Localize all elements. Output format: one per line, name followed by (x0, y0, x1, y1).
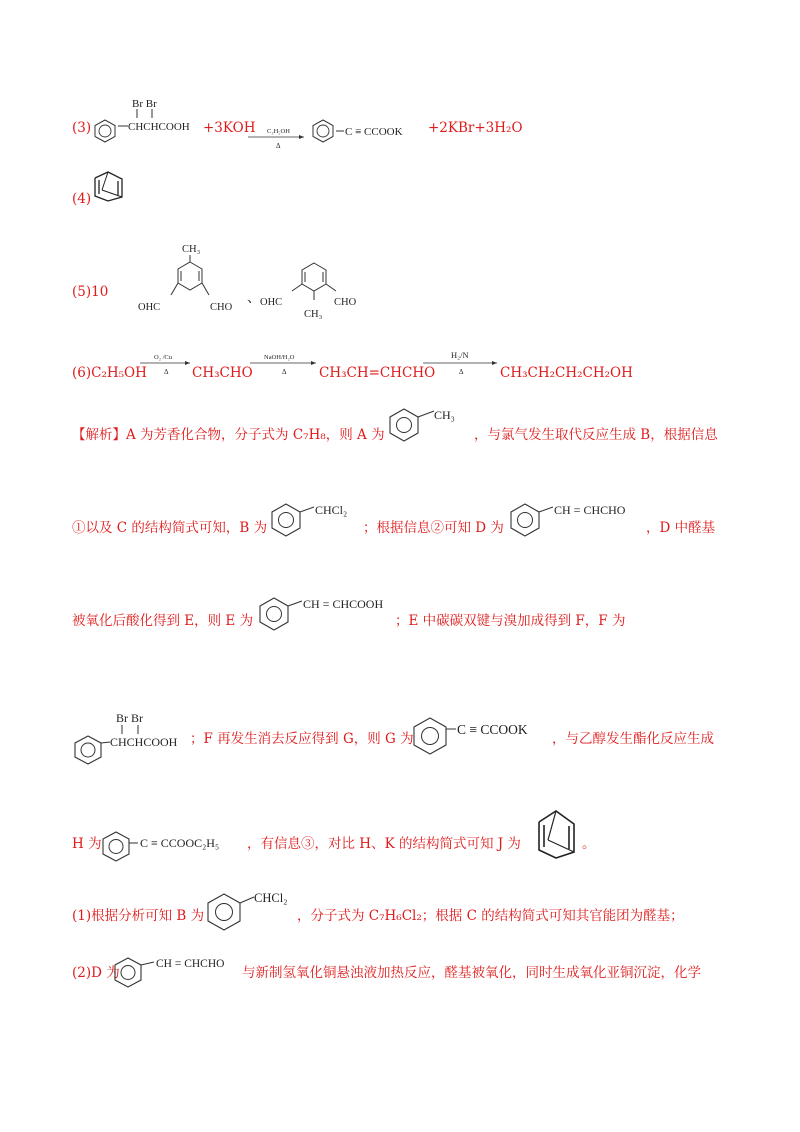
svg-text:Δ: Δ (164, 368, 169, 376)
analysis-line3-text-b: ；E 中碳碳双键与溴加成得到 F，F 为 (395, 613, 626, 629)
svg-text:Δ: Δ (459, 368, 464, 376)
item3-reactant-structure (118, 96, 208, 136)
item5-separator: 、 (247, 290, 261, 306)
svg-text:CH = CHCOOH: CH = CHCOOH (303, 597, 384, 611)
svg-text:CHCHCOOH: CHCHCOOH (110, 735, 178, 749)
svg-text:Δ: Δ (276, 142, 281, 150)
item4-number: (4) (72, 191, 92, 207)
analysis-line7-text-a: (2)D 为 (72, 965, 120, 981)
norbornadiene-structure-icon (90, 168, 132, 204)
g-structure (410, 712, 550, 752)
svg-text:CH₃: CH₃ (182, 244, 201, 255)
item6-arrow-1 (140, 352, 196, 378)
svg-text:C ≡ CCOOK: C ≡ CCOOK (457, 722, 528, 737)
analysis-line2-text-b: ；根据信息②可知 D 为 (363, 520, 504, 536)
h-structure (100, 828, 250, 862)
item6-arrow-2 (250, 352, 320, 378)
svg-text:C₂H₅OH: C₂H₅OH (267, 128, 290, 135)
svg-text:CHO: CHO (334, 297, 357, 308)
svg-text:Br Br: Br Br (116, 711, 143, 725)
item3-products-rest: +2KBr+3H₂O (428, 120, 523, 136)
svg-text:CHCl₂: CHCl₂ (315, 503, 348, 517)
svg-text:C ≡ CCOOC₂H₅: C ≡ CCOOC₂H₅ (140, 836, 220, 850)
item3-plus-koh: +3KOH (203, 120, 256, 136)
svg-text:CH = CHCHO: CH = CHCHO (554, 503, 626, 517)
svg-text:CH₃: CH₃ (434, 408, 455, 422)
analysis-line6-text-b: ，分子式为 C₇H₆Cl₂；根据 C 的结构简式可知其官能团为醛基； (297, 908, 684, 924)
svg-text:H₂/N: H₂/N (451, 350, 469, 360)
analysis-line1-text-b: ，与氯气发生取代反应生成 B，根据信息 (474, 427, 718, 443)
analysis-line5-text-b: ，有信息③，对比 H、K 的结构简式可知 J 为 (247, 836, 521, 852)
d-structure (507, 498, 657, 536)
item3-reactant-sub: Br Br (132, 98, 157, 110)
svg-text:CHCl₂: CHCl₂ (254, 891, 288, 905)
item6-product-2: CH₃CH=CHCHO (319, 365, 436, 381)
svg-text:NaOH/H₂O: NaOH/H₂O (264, 354, 295, 361)
analysis-line6-text-a: (1)根据分析可知 B 为 (72, 908, 205, 924)
analysis-line2-text-c: ，D 中醛基 (646, 520, 716, 536)
analysis-line5-text-a: H 为 (72, 836, 102, 852)
svg-text:Δ: Δ (282, 368, 287, 376)
item6-product-3: CH₃CH₂CH₂CH₂OH (500, 365, 633, 381)
analysis-line3-text-a: 被氧化后酸化得到 E，则 E 为 (72, 613, 254, 629)
item3-number: (3) (72, 120, 92, 136)
d-structure-2 (112, 952, 252, 988)
svg-text:CH₃: CH₃ (304, 309, 323, 320)
b-structure (268, 498, 368, 536)
item3-product-structure (336, 118, 426, 142)
analysis-line4-text-b: ，与乙醇发生酯化反应生成 (552, 731, 714, 747)
item6-arrow-3 (423, 350, 501, 378)
analysis-line4-text-a: ；F 再发生消去反应得到 G，则 G 为 (190, 731, 414, 747)
svg-text:CHO: CHO (210, 302, 233, 313)
item5-structure-1 (138, 240, 248, 320)
b-structure-2 (204, 886, 304, 926)
analysis-line7-text-b: 与新制氢氧化铜悬浊液加热反应，醛基被氧化，同时生成氧化亚铜沉淀，化学 (242, 965, 701, 981)
item3-product-chain: C ≡ CCOOK (345, 126, 403, 138)
svg-text:O₂ /Cu: O₂ /Cu (154, 354, 172, 361)
svg-text:CH = CHCHO: CH = CHCHO (156, 958, 225, 970)
e-structure (256, 592, 406, 630)
analysis-line5-text-c: 。 (582, 836, 596, 852)
item3-reaction-arrow (248, 126, 308, 152)
benzene-ring-icon (92, 118, 118, 144)
svg-text:OHC: OHC (260, 297, 283, 308)
item5-number: (5)10 (72, 284, 109, 300)
f-structure (72, 712, 202, 756)
item6-start: (6)C₂H₅OH (72, 365, 147, 381)
benzene-ring-icon (310, 118, 336, 144)
item5-structure-2 (262, 255, 372, 325)
analysis-line2-text-a: ①以及 C 的结构简式可知，B 为 (72, 520, 268, 536)
svg-text:OHC: OHC (138, 302, 161, 313)
toluene-structure (386, 405, 466, 441)
item3-reactant-chain: CHCHCOOH (128, 121, 190, 133)
item6-product-1: CH₃CHO (192, 365, 253, 381)
analysis-line1-text-a: 【解析】A 为芳香化合物，分子式为 C₇H₈，则 A 为 (72, 427, 385, 443)
j-norbornadiene-structure-icon (534, 808, 580, 860)
